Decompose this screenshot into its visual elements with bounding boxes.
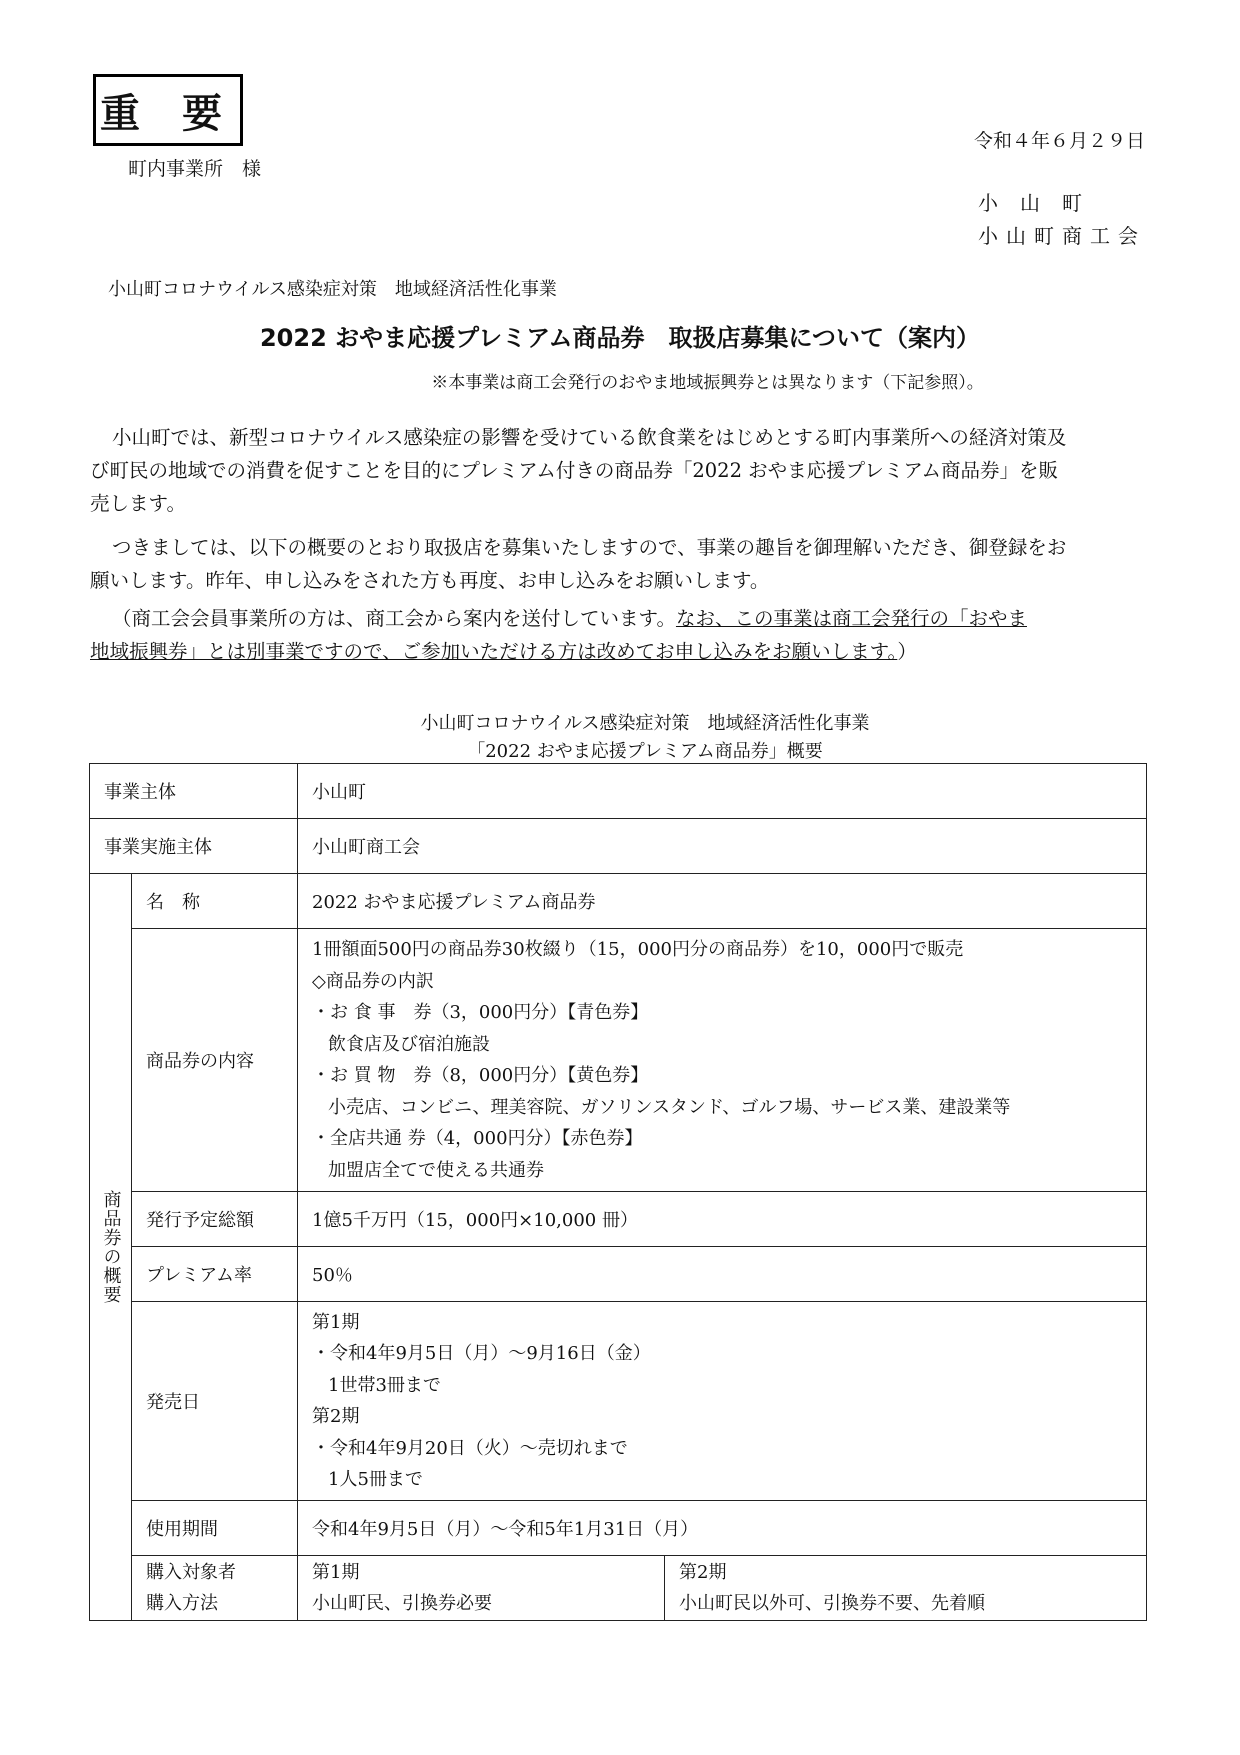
content-label: 商品券の内容	[132, 929, 298, 1192]
table-row-target	[90, 1556, 1147, 1621]
sale-value	[298, 1302, 1147, 1501]
sale-line: 1人5冊まで	[328, 1469, 423, 1490]
sale-line: ・令和4年9月5日（月）～9月16日（金）	[312, 1343, 651, 1364]
implementer-label: 事業実施主体	[90, 819, 298, 874]
side-label: 商品券の概要	[100, 1190, 122, 1304]
paragraph-1	[90, 421, 1150, 520]
issuer-town: 小山町	[978, 191, 1104, 215]
implementer-value: 小山町商工会	[298, 819, 1147, 874]
document-date: 令和４年６月２９日	[973, 130, 1145, 152]
paragraph-3-line-1-underlined: なお、この事業は商工会発行の「おやま	[675, 607, 1027, 630]
project-name: 小山町コロナウイルス感染症対策 地域経済活性化事業	[108, 279, 557, 300]
document-title: 2022 おやま応援プレミアム商品券 取扱店募集について（案内）	[259, 324, 981, 352]
phase2-cell	[665, 1556, 1147, 1621]
table-row-premium	[90, 1247, 1147, 1302]
sale-line: ・令和4年9月20日（火）～売切れまで	[312, 1437, 628, 1459]
paragraph-3-line-2	[90, 635, 1150, 668]
name-label: 名 称	[132, 874, 298, 929]
content-line: 飲食店及び宿泊施設	[328, 1033, 490, 1055]
table-row-content	[90, 929, 1147, 1192]
phase1-cell	[298, 1556, 665, 1621]
table-row-operator	[90, 764, 1147, 819]
content-value	[298, 929, 1147, 1192]
paragraph-2	[90, 531, 1150, 597]
phase1-value: 小山町民、引換券必要	[312, 1593, 492, 1614]
content-line: ・お 食 事 券（3，000円分）【青色券】	[312, 1002, 649, 1023]
paragraph-1-line-2: び町民の地域での消費を促すことを目的にプレミアム付きの商品券「2022 おやま応援プレミアム商品券」を販	[90, 459, 1059, 482]
table-row-issue	[90, 1192, 1147, 1247]
sale-line: 第2期	[312, 1406, 360, 1427]
summary-table	[89, 763, 1147, 1621]
paragraph-3-line-1	[90, 602, 1150, 635]
issuer-chamber: 小山町商工会	[978, 224, 1146, 248]
target-label-2: 購入方法	[146, 1593, 218, 1614]
paragraph-3	[90, 602, 1150, 668]
paragraph-3-line-1-text: （商工会会員事業所の方は、商工会から案内を送付しています。	[112, 607, 676, 630]
issue-value: 1億5千万円（15，000円×10,000 冊）	[298, 1192, 1147, 1247]
name-value: 2022 おやま応援プレミアム商品券	[298, 874, 1147, 929]
paragraph-1-line-1: 小山町では、新型コロナウイルス感染症の影響を受けている飲食業をはじめとする町内事業所への経済対策及	[112, 426, 1067, 449]
content-line: 小売店、コンビニ、理美容院、ガソリンスタンド、ゴルフ場、サービス業、建設業等	[328, 1096, 1011, 1118]
sale-label: 発売日	[132, 1302, 298, 1501]
sale-line: 第1期	[312, 1311, 360, 1333]
table-row-implementer	[90, 819, 1147, 874]
content-line: ◇商品券の内訳	[312, 970, 434, 992]
issue-label: 発行予定総額	[132, 1192, 298, 1247]
table-row-sale	[90, 1302, 1147, 1501]
table-caption-1: 小山町コロナウイルス感染症対策 地域経済活性化事業	[420, 713, 870, 734]
period-value: 令和4年9月5日（月）～令和5年1月31日（月）	[298, 1501, 1147, 1556]
content-line: ・全店共通 券（4，000円分）【赤色券】	[312, 1128, 643, 1149]
target-label-1: 購入対象者	[146, 1561, 236, 1583]
paragraph-3-line-2-text: ）	[897, 640, 917, 663]
content-line: ・お 買 物 券（8，000円分）【黄色券】	[312, 1065, 649, 1086]
phase2-value: 小山町民以外可、引換券不要、先着順	[679, 1593, 985, 1614]
content-line: 加盟店全てで使える共通券	[328, 1159, 544, 1181]
paragraph-2-line-1: つきましては、以下の概要のとおり取扱店を募集いたしますので、事業の趣旨を御理解いただき、御登録をお	[112, 536, 1067, 559]
table-row-name	[90, 874, 1147, 929]
sale-line: 1世帯3冊まで	[328, 1374, 441, 1396]
paragraph-1-line-3: 売します。	[90, 492, 186, 515]
addressee: 町内事業所 様	[128, 158, 262, 180]
document-note: ※本事業は商工会発行のおやま地域振興券とは異なります（下記参照）。	[431, 373, 984, 393]
operator-value: 小山町	[298, 764, 1147, 819]
phase2-head: 第2期	[679, 1561, 727, 1583]
important-stamp	[93, 74, 243, 146]
target-label	[132, 1556, 298, 1621]
premium-label: プレミアム率	[132, 1247, 298, 1302]
phase1-head: 第1期	[312, 1561, 360, 1583]
content-line: 1冊額面500円の商品券30枚綴り（15，000円分の商品券）を10，000円で販売	[312, 939, 964, 960]
period-label: 使用期間	[132, 1501, 298, 1556]
side-label-cell	[90, 874, 132, 1621]
table-row-period	[90, 1501, 1147, 1556]
paragraph-2-line-2: 願いします。昨年、申し込みをされた方も再度、お申し込みをお願いします。	[90, 569, 770, 592]
paragraph-3-line-2-underlined: 地域振興券」とは別事業ですので、ご参加いただける方は改めてお申し込みをお願いします。	[90, 640, 898, 663]
premium-value: 50％	[298, 1247, 1147, 1302]
important-label: 重 要	[100, 90, 236, 137]
operator-label: 事業主体	[90, 764, 298, 819]
table-caption-2: 「2022 おやま応援プレミアム商品券」概要	[467, 741, 823, 762]
